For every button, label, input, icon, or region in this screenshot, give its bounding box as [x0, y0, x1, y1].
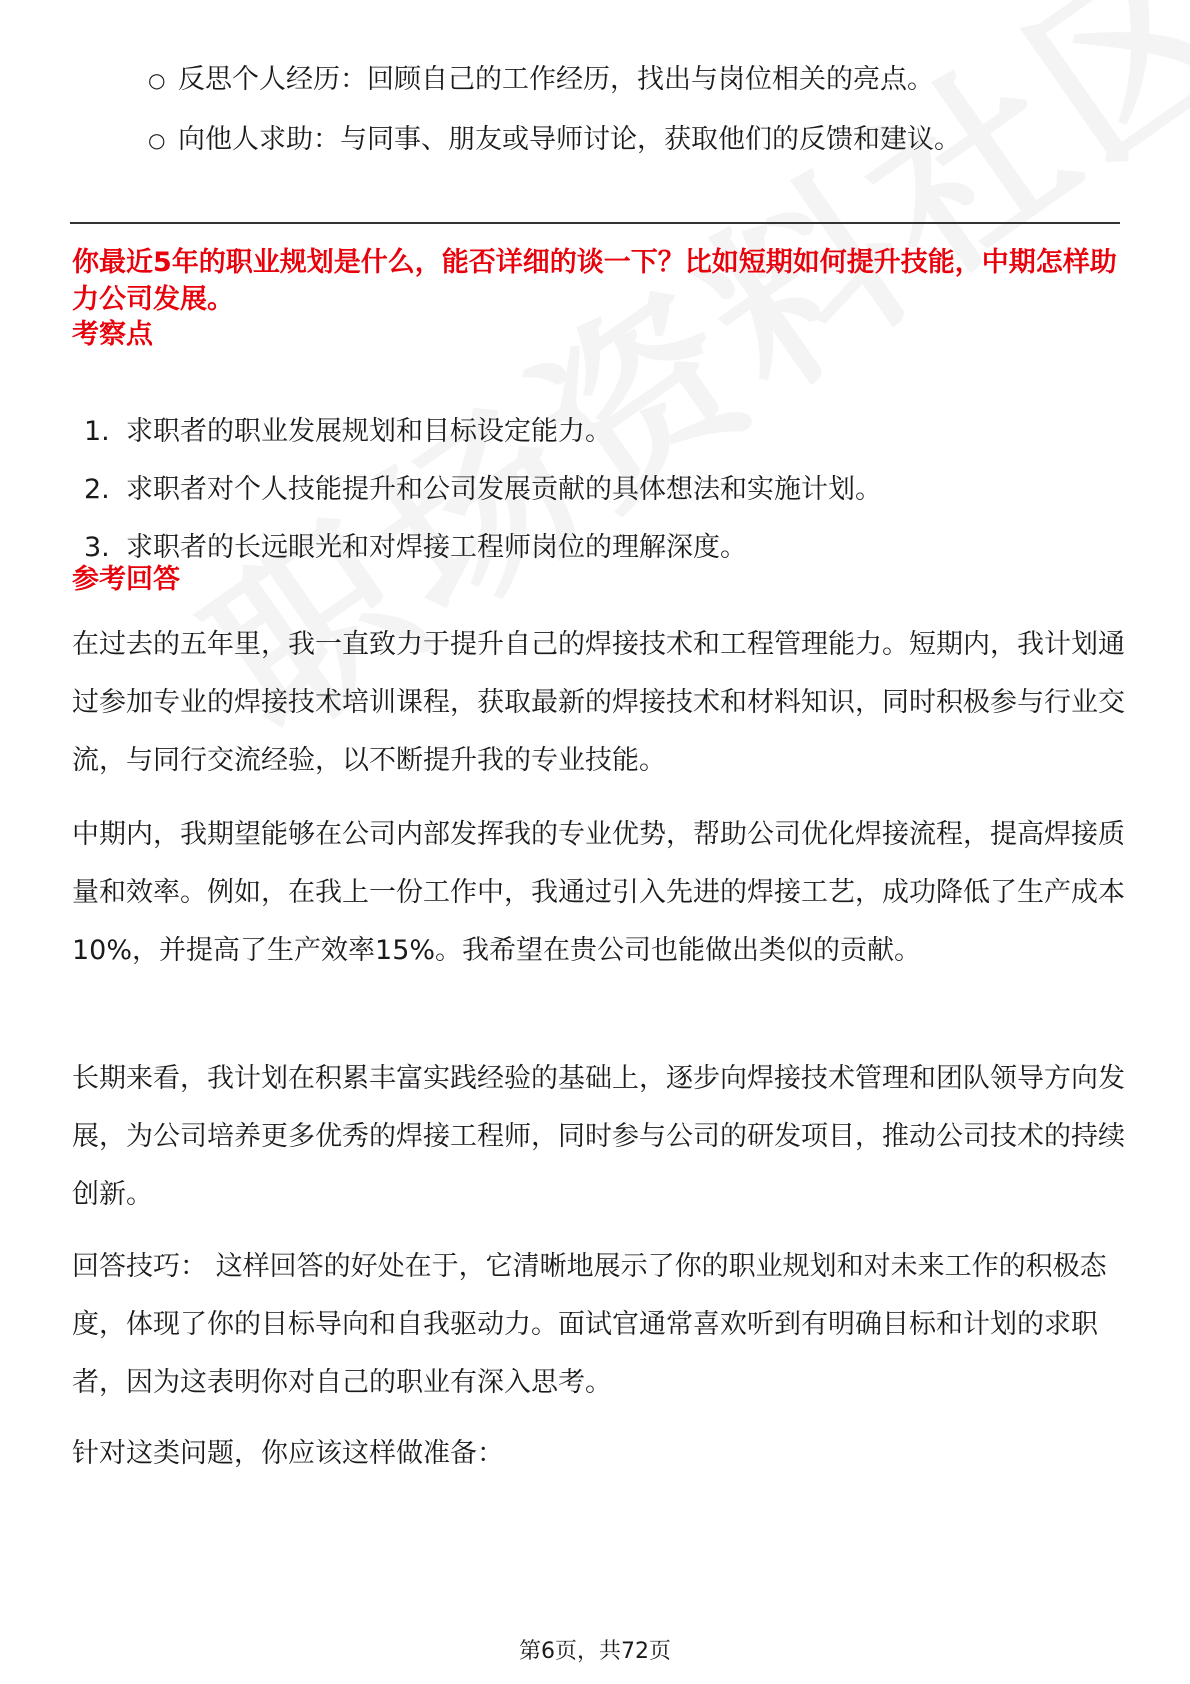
answer-paragraph: 长期来看，我计划在积累丰富实践经验的基础上，逐步向焊接技术管理和团队领导方向发展，为公司培养更多优秀的焊接工程师，同时参与公司的研发项目，推动公司技术的持续创新。	[72, 1063, 1125, 1210]
list-item	[84, 470, 1124, 510]
list-text: 求职者对个人技能提升和公司发展贡献的具体想法和实施计划。	[126, 474, 882, 505]
list-item	[84, 412, 1124, 452]
list-text: 求职者的长远眼光和对焊接工程师岗位的理解深度。	[126, 532, 747, 563]
bullet-text: 反思个人经历：回顾自己的工作经历，找出与岗位相关的亮点。	[178, 64, 934, 95]
list-text: 求职者的职业发展规划和目标设定能力。	[126, 416, 612, 447]
question-heading: 你最近5年的职业规划是什么，能否详细的谈一下？比如短期如何提升技能，中期怎样助力公司发展。	[72, 247, 1117, 315]
numbered-list	[84, 412, 1124, 586]
page-number: 第6页，共72页	[519, 1639, 671, 1664]
bullet-circle-icon: ○	[148, 68, 166, 92]
list-item	[148, 60, 1108, 100]
answer-paragraph: 中期内，我期望能够在公司内部发挥我的专业优势，帮助公司优化焊接流程，提高焊接质量和效率。例如，在我上一份工作中，我通过引入先进的焊接工艺，成功降低了生产成本10%，并提高了生产效率15%。我希望在贵公司也能做出类似的贡献。	[72, 819, 1125, 966]
answer-paragraph: 针对这类问题，你应该这样做准备：	[72, 1438, 504, 1469]
list-number: 2.	[84, 474, 110, 505]
list-item	[84, 528, 1124, 568]
section-label-kaochadian: 考察点	[72, 319, 153, 350]
answer-paragraph: 在过去的五年里，我一直致力于提升自己的焊接技术和工程管理能力。短期内，我计划通过参加专业的焊接技术培训课程，获取最新的焊接技术和材料知识，同时积极参与行业交流，与同行交流经验，以不断提升我的专业技能。	[72, 629, 1125, 776]
bullet-text: 向他人求助：与同事、朋友或导师讨论，获取他们的反馈和建议。	[178, 124, 961, 155]
bullet-list	[148, 60, 1108, 180]
list-item	[148, 120, 1108, 160]
list-number: 3.	[84, 532, 110, 563]
section-label-answer: 参考回答	[72, 564, 180, 595]
list-number: 1.	[84, 416, 110, 447]
answer-tips-paragraph: 回答技巧： 这样回答的好处在于，它清晰地展示了你的职业规划和对未来工作的积极态度，体现了你的目标导向和自我驱动力。面试官通常喜欢听到有明确目标和计划的求职者，因为这表明你对自己的职业有深入思考。	[72, 1251, 1107, 1398]
bullet-circle-icon: ○	[148, 128, 166, 152]
divider	[70, 222, 1120, 224]
